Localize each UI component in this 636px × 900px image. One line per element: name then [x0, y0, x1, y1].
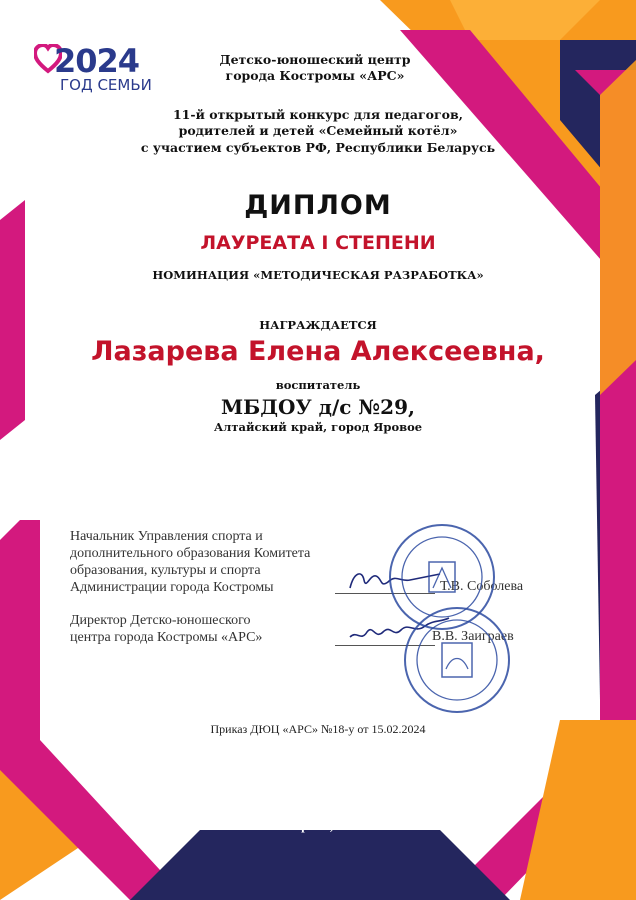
- order-reference: Приказ ДЮЦ «АРС» №18-у от 15.02.2024: [210, 722, 426, 736]
- contest-line-2: родителей и детей «Семейный котёл»: [178, 123, 458, 138]
- signature-1-title-line: Начальник Управления спорта и: [70, 529, 263, 544]
- organization-line-1: Детско-юношеский центр: [219, 52, 411, 67]
- signature-1-title-line: Администрации города Костромы: [70, 580, 274, 595]
- signature-2-name: В.В. Заиграев: [432, 629, 514, 644]
- signature-1-title: [70, 528, 310, 596]
- signature-2-title-line: Директор Детско-юношеского: [70, 613, 251, 628]
- diploma-title: ДИПЛОМ: [244, 190, 392, 221]
- logo-subtitle: ГОД СЕМЬИ: [60, 76, 152, 94]
- signature-2-title: [70, 612, 262, 646]
- official-stamp-2: [402, 605, 512, 715]
- organization-line-2: города Костромы «АРС»: [225, 68, 405, 83]
- awarded-label: НАГРАЖДАЕТСЯ: [259, 318, 377, 332]
- diploma-degree: ЛАУРЕАТА I СТЕПЕНИ: [200, 232, 436, 254]
- contest-line-1: 11-й открытый конкурс для педагогов,: [172, 107, 464, 122]
- signature-1-title-line: дополнительного образования Комитета: [70, 546, 311, 561]
- recipient-position: воспитатель: [275, 378, 361, 392]
- logo-year: 2024: [54, 42, 140, 80]
- signature-1-name: Т.В. Соболева: [440, 579, 524, 594]
- navy-shape-bottom: [130, 830, 510, 900]
- recipient-location: Алтайский край, город Яровое: [213, 420, 423, 434]
- recipient-institution: МБДОУ д/с №29,: [221, 395, 415, 419]
- diploma-nomination: НОМИНАЦИЯ «МЕТОДИЧЕСКАЯ РАЗРАБОТКА»: [152, 268, 484, 282]
- recipient-name: Лазарева Елена Алексеевна,: [91, 336, 545, 367]
- contest-line-3: с участием субъектов РФ, Республики Беларусь: [140, 140, 496, 155]
- signature-1-title-line: образования, культуры и спорта: [70, 563, 261, 578]
- footer-city-year: Кострома, 2024: [273, 818, 363, 833]
- signature-2-title-line: центра города Костромы «АРС»: [70, 630, 263, 645]
